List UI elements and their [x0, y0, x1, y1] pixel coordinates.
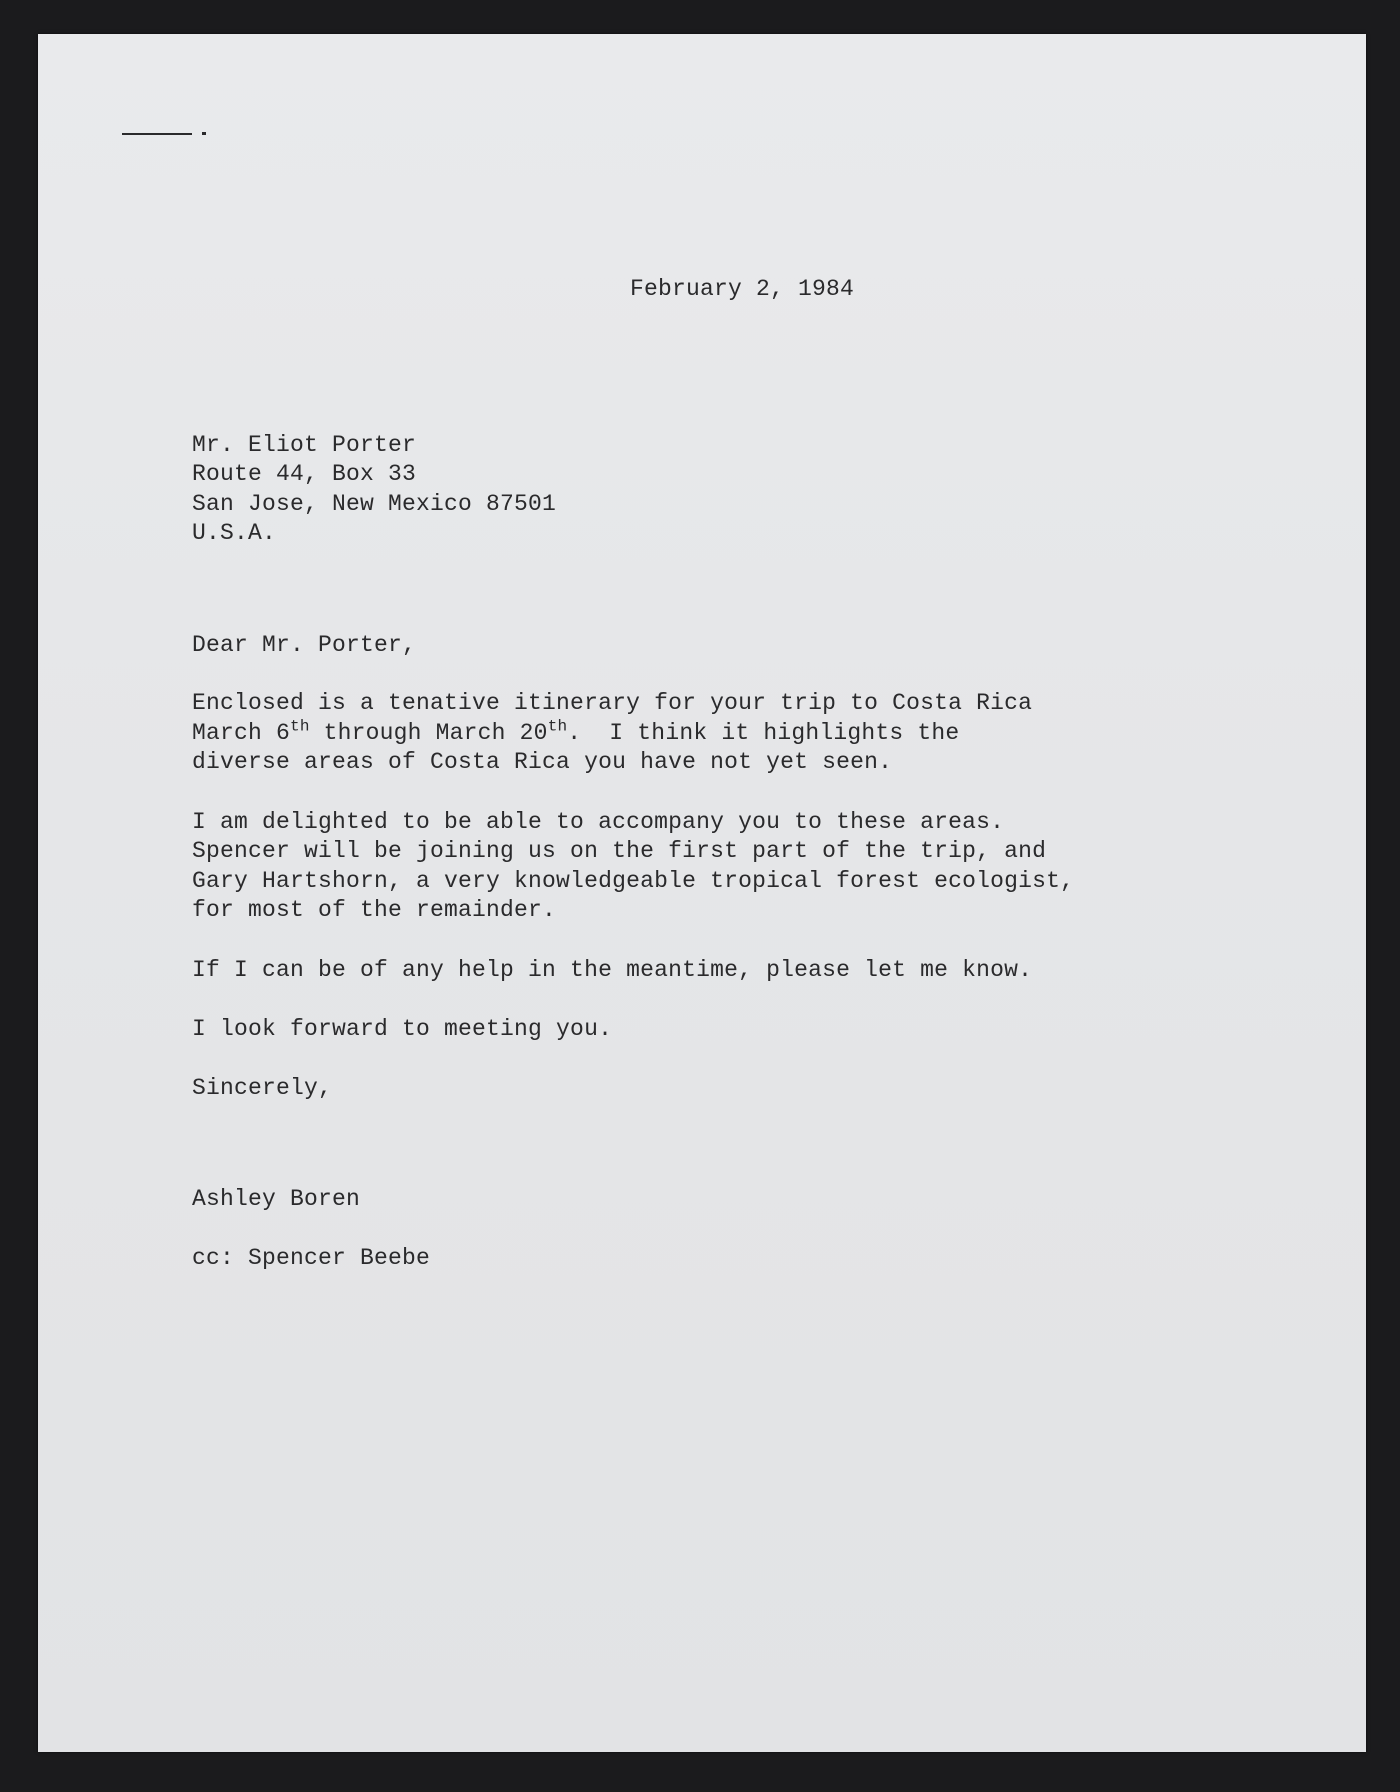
letter-page [38, 34, 1366, 1752]
paragraph-1-line-3: diverse areas of Costa Rica you have not yet seen. [192, 749, 893, 775]
p1-text-a: March 6 [192, 720, 291, 746]
p1-superscript-2: th [547, 717, 568, 736]
letter-date: February 2, 1984 [630, 276, 855, 302]
paragraph-4: I look forward to meeting you. [192, 1016, 613, 1042]
p1-text-b: through March 20 [309, 720, 548, 746]
recipient-name: Mr. Eliot Porter [192, 432, 417, 458]
paragraph-2-line-3: Gary Hartshorn, a very knowledgeable tropical forest ecologist, [192, 868, 1075, 894]
paragraph-2-line-2: Spencer will be joining us on the first part of the trip, and [192, 838, 1047, 864]
paragraph-1-line-1: Enclosed is a tenative itinerary for your trip to Costa Rica [192, 690, 1033, 716]
cc-line: cc: Spencer Beebe [192, 1245, 431, 1271]
recipient-city: San Jose, New Mexico 87501 [192, 491, 557, 517]
recipient-country: U.S.A. [192, 520, 277, 546]
recipient-street: Route 44, Box 33 [192, 461, 417, 487]
signature-name: Ashley Boren [192, 1186, 361, 1212]
corner-mark [122, 133, 192, 135]
paragraph-3: If I can be of any help in the meantime, please let me know. [192, 957, 1033, 983]
corner-mark-dot [202, 132, 206, 135]
paragraph-2-line-1: I am delighted to be able to accompany you to these areas. [192, 809, 1005, 835]
p1-text-c: . I think it highlights the [567, 720, 960, 746]
p1-superscript-1: th [290, 717, 310, 736]
paragraph-1-line-2 [192, 718, 959, 748]
paragraph-2-line-4: for most of the remainder. [192, 897, 557, 923]
closing: Sincerely, [192, 1075, 333, 1101]
salutation: Dear Mr. Porter, [192, 632, 417, 658]
